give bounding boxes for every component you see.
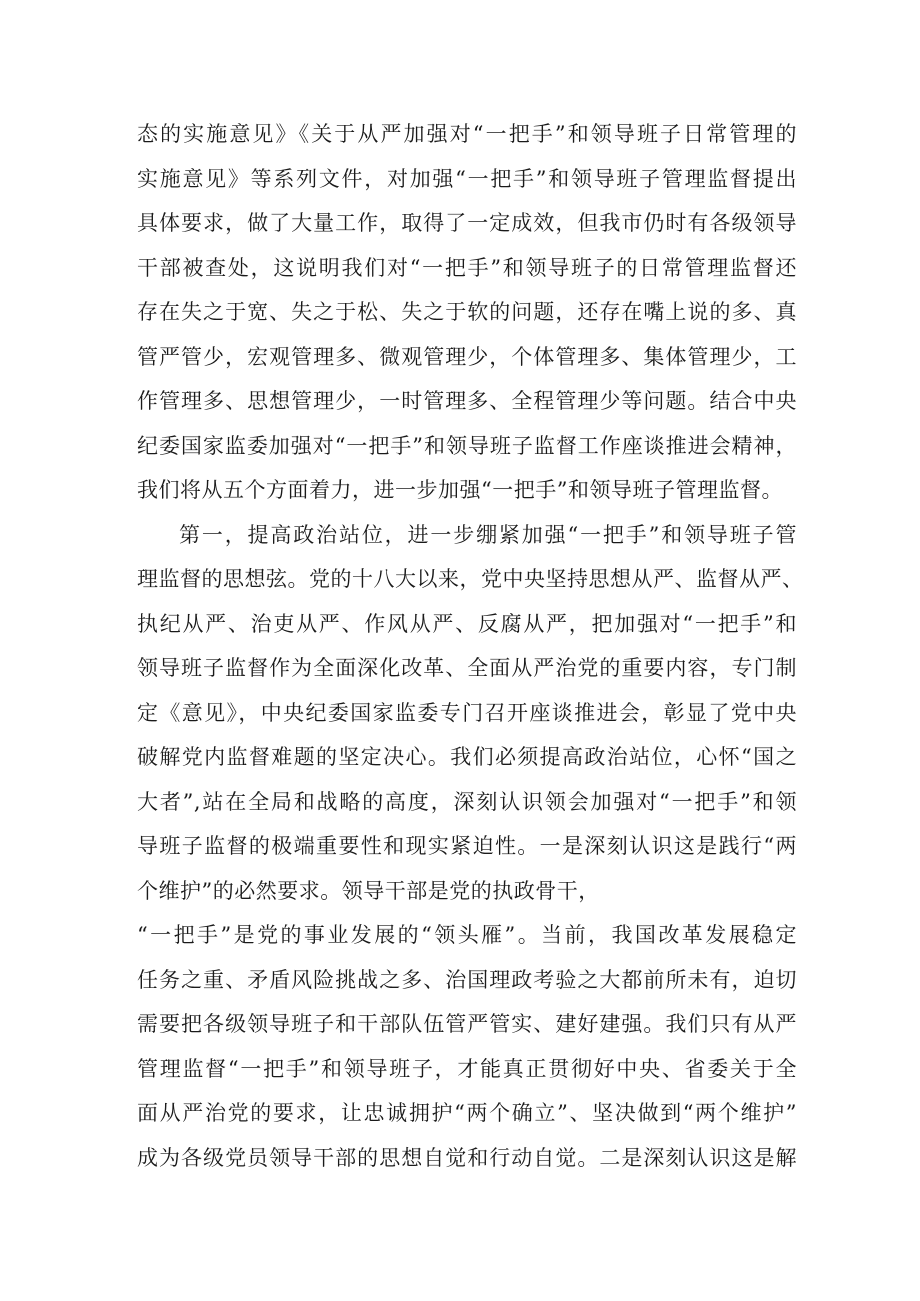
text-line: 理监督的思想弦。党的十八大以来，党中央坚持思想从严、监督从严、	[137, 567, 804, 591]
text-line: 管严管少，宏观管理多、微观管理少，个体管理多、集体管理少，工	[137, 344, 797, 369]
text-line: 管理监督“一把手”和领导班子，才能真正贯彻好中央、省委关于全	[137, 1056, 797, 1081]
text-line: 态的实施意见》《关于从严加强对“一把手”和领导班子日常管理的	[137, 122, 797, 146]
text-line: 大者”,站在全局和战略的高度，深刻认识领会加强对“一把手”和领	[137, 789, 797, 814]
text-line: 实施意见》等系列文件，对加强“一把手”和领导班子管理监督提出	[137, 166, 797, 191]
text-line: 个维护”的必然要求。领导干部是党的执政骨干，	[137, 878, 600, 903]
text-line: 任务之重、矛盾风险挑战之多、治国理政考验之大都前所未有，迫切	[137, 967, 797, 992]
text-line: 面从严治党的要求，让忠诚拥护“两个确立”、坚决做到“两个维护”	[137, 1101, 797, 1125]
text-line: 干部被查处，这说明我们对“一把手”和领导班子的日常管理监督还	[137, 255, 797, 280]
text-line: 导班子监督的极端重要性和现实紧迫性。一是深刻认识这是践行“两	[137, 834, 797, 858]
text-line: 纪委国家监委加强对“一把手”和领导班子监督工作座谈推进会精神，	[137, 433, 797, 458]
text-line: 存在失之于宽、失之于松、失之于软的问题，还存在嘴上说的多、真	[137, 300, 797, 324]
text-line: “一把手”是党的事业发展的“领头雁”。当前，我国改革发展稳定	[137, 923, 797, 947]
text-line: 破解党内监督难题的坚定决心。我们必须提高政治站位，心怀“国之	[137, 745, 797, 769]
text-line: 需要把各级领导班子和干部队伍管严管实、建好建强。我们只有从严	[137, 1012, 797, 1036]
text-line: 我们将从五个方面着力，进一步加强“一把手”和领导班子管理监督。	[137, 478, 783, 502]
text-line: 成为各级党员领导干部的思想自觉和行动自觉。二是深刻认识这是解	[137, 1145, 797, 1170]
text-line: 定《意见》，中央纪委国家监委专门召开座谈推进会，彰显了党中央	[137, 700, 797, 725]
text-line: 领导班子监督作为全面深化改革、全面从严治党的重要内容，专门制	[137, 656, 797, 680]
text-line: 执纪从严、治吏从严、作风从严、反腐从严，把加强对“一把手”和	[137, 611, 797, 636]
body-text	[137, 112, 804, 1180]
text-line: 具体要求，做了大量工作，取得了一定成效，但我市仍时有各级领导	[137, 211, 797, 235]
text-line: 作管理多、思想管理少，一时管理多、全程管理少等问题。结合中央	[137, 389, 797, 413]
paragraph-first-line: 第一，提高政治站位，进一步绷紧加强“一把手”和领导班子管	[179, 522, 797, 547]
